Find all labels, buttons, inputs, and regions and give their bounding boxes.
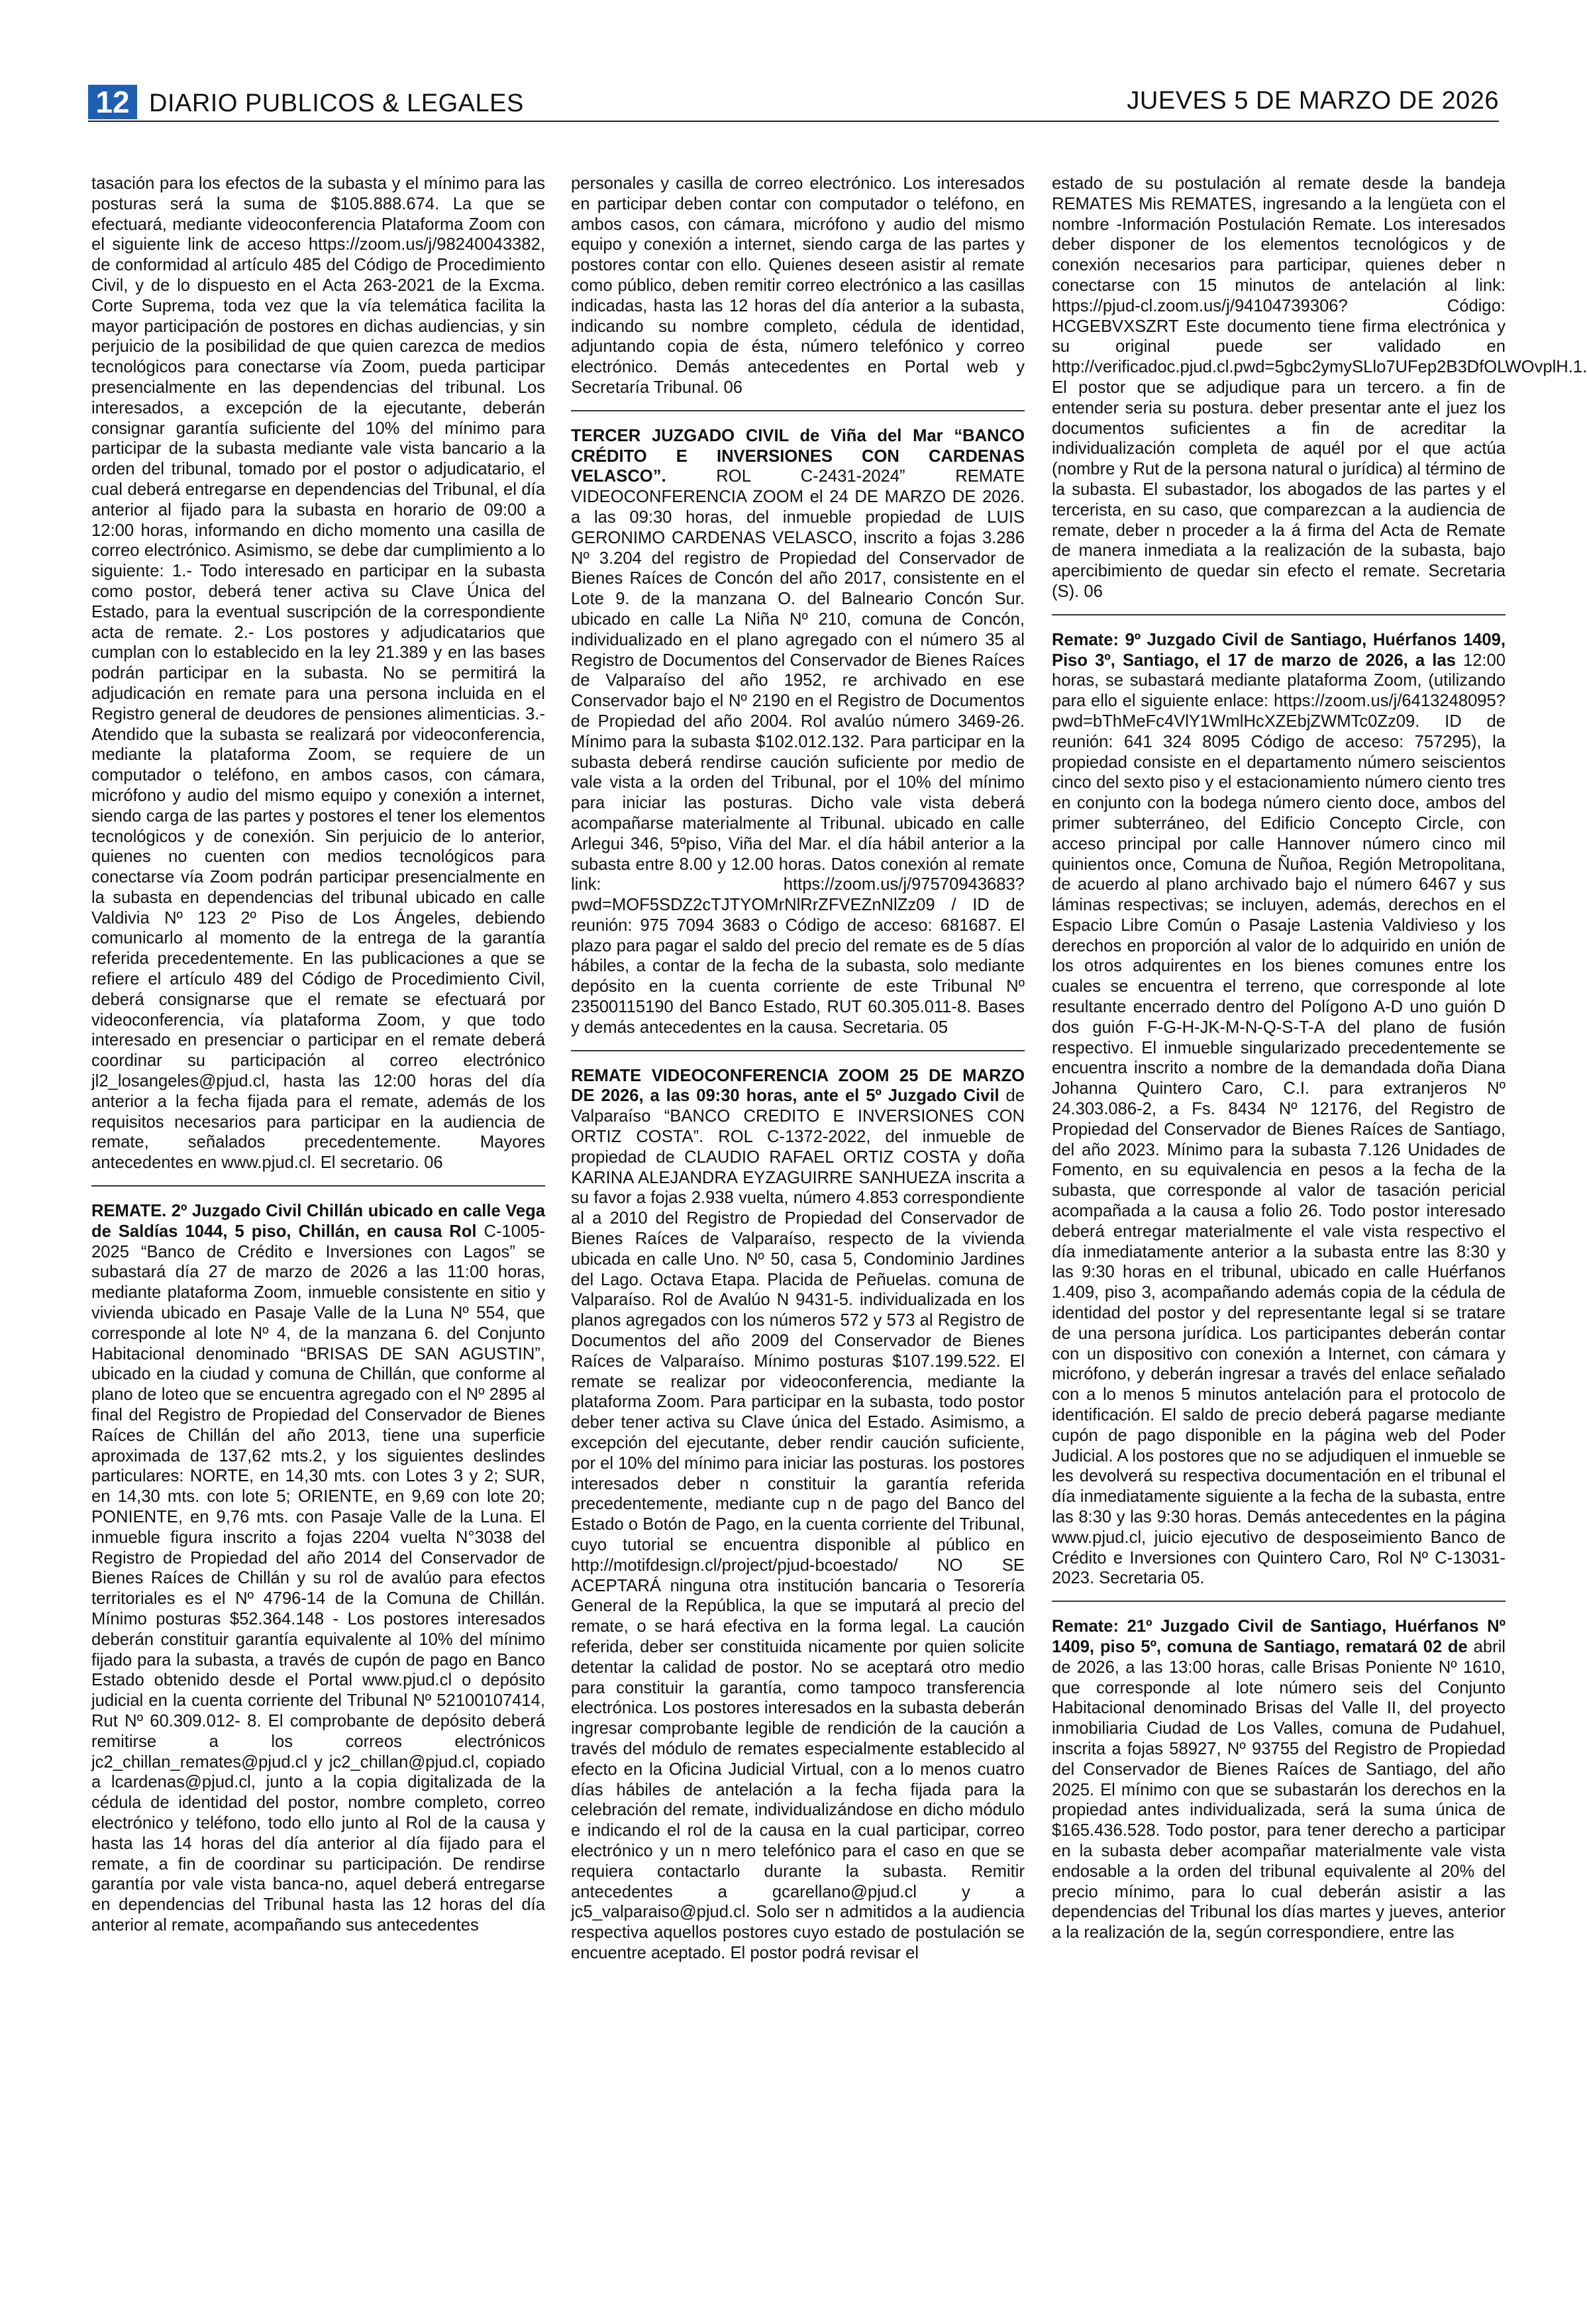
notice bbox=[91, 1201, 545, 1936]
header-rule bbox=[88, 121, 1499, 122]
column-3 bbox=[1052, 174, 1587, 2300]
notice-divider bbox=[571, 1050, 1025, 1051]
publication-title: DIARIO PUBLICOS & LEGALES bbox=[149, 89, 524, 117]
notice-lead: Remate: 21º Juzgado Civil de Santiago, Huérfanos Nº 1409, piso 5º, comuna de Santiago, rematará 02 de bbox=[1052, 1617, 1506, 1656]
notice-divider bbox=[571, 410, 1025, 411]
notice-body: ROL C-2431-2024” REMATE VIDEOCONFERENCIA ZOOM el 24 DE MARZO DE 2026. a las 09:30 horas, del inmueble propiedad de LUIS GERONIMO CARDENAS VELASCO, inscrito a fojas 3.286 Nº 3.204 del registro de Propiedad del Conservador de Bienes Raíces de Concón del año 2017, consistente en el Lote 9. de la manzana O. del Balneario Concón Sur. ubicado en calle La Niña Nº 210, comuna de Concón, individualizado en el plano agregado con el número 35 al Registro de Documentos del Conservador de Bienes Raíces de Valparaíso del año 1952, re archivado en ese Conservador bajo el Nº 2190 en el Registro de Documentos de Propiedad del año 2004. Rol avalúo número 3469-26. Mínimo para la subasta $102.012.132. Para participar en la subasta deberá rendirse caución suficiente por medio de vale vista a la orden del Tribunal, por el 10% del mínimo para iniciar las posturas. Dicho vale vista deberá acompañarse materialmente al Tribunal. ubicado en calle Arlegui 346, 5ºpiso, Viña del Mar. el día hábil anterior a la subasta entre 8.00 y 12.00 horas. Datos conexión al remate link: https://zoom.us/j/97570943683?pwd=MOF5SDZ2cTJTYOMrNlRrZFVEZnNlZz09 / ID de reunión: 975 7094 3683 o Código de acceso: 681687. El plazo para pagar el saldo del precio del remate es de 5 días hábiles, a contar de la fecha de la subasta, solo mediante depósito en la cuenta corriente de este Tribunal Nº 23500115190 del Banco Estado, RUT 60.305.011-8. Bases y demás antecedentes en la causa. Secretaria. 05 bbox=[571, 467, 1025, 1037]
column-2 bbox=[571, 174, 1025, 2300]
issue-date: JUEVES 5 DE MARZO DE 2026 bbox=[1127, 87, 1499, 115]
notice-body: 12:00 horas, se subastará mediante plataforma Zoom, (utilizando para ello el siguiente enlace: https://zoom.us/j/6413248095?pwd=bThMeFc4VlY1WmlHcXZEbjZWMTc0Zz09. ID de reunión: 641 324 8095 Código de acceso: 757295), la propiedad consiste en el departamento número seiscientos cinco del sexto piso y el estacionamiento número ciento tres en conjunto con la bodega número ciento doce, ambos del primer subterráneo, del Edificio Concepto Circle, con acceso principal por calle Hannover número cinco mil quinientos once, Comuna de Ñuñoa, Región Metropolitana, de acuerdo al plano archivado bajo el número 6467 y sus láminas respectivas; se incluyen, además, derechos en el Espacio Libre Común o Pasaje Lastenia Valdivieso y los derechos en proporción al valor de lo adquirido en unión de los otros adquirentes en los bienes comunes entre los cuales se encuentra el terreno, que corresponde al lote resultante encerrado dentro del Polígono A-D uno guión D dos guión F-G-H-JK-M-N-Q-S-T-A del plano de fusión respectivo. El inmueble singularizado precedentemente se encuentra inscrito a nombre de la demandada doña Diana Johanna Quintero Caro, C.I. para extranjeros Nº 24.303.086-2, a Fs. 8434 Nº 12176, del Registro de Propiedad del Conservador de Bienes Raíces de Santiago, del año 2023. Mínimo para la subasta 7.126 Unidades de Fomento, en su equivalencia en pesos a la fecha de la subasta, que corresponde al valor de tasación pericial acompañada a la causa a folio 26. Todo postor interesado deberá entregar materialmente el vale vista respectivo el día inmediatamente anterior a la subasta entre las 8:30 y las 9:30 horas en el tribunal, ubicado en calle Huérfanos 1.409, piso 3, acompañando además copia de la cédula de identidad del postor y del representante legal si se tratare de una persona jurídica. Los participantes deberán contar con un dispositivo con conexión a Internet, con cámara y micrófono, y deberán ingresar a través del enlace señalado con a lo menos 5 minutos antelación para el protocolo de identificación. El saldo de precio deberá pagarse mediante cupón de pago disponible en la página web del Poder Judicial. A los postores que no se adjudiquen el inmueble se les devolverá su respectiva documentación en el tribunal el día inmediatamente siguiente a la fecha de la subasta, entre las 8:30 y las 9:30 horas. Demás antecedentes en la página www.pjud.cl, juicio ejecutivo de desposeimiento Banco de Crédito e Inversiones con Quintero Caro, Rol Nº C-13031-2023. Secretaria 05. bbox=[1052, 651, 1506, 1588]
page-number: 12 bbox=[88, 85, 137, 119]
notice-continuation bbox=[1052, 174, 1587, 602]
page-header bbox=[88, 85, 1499, 119]
notice bbox=[571, 426, 1025, 1038]
notice-body: tasación para los efectos de la subasta y el mínimo para las posturas será la suma de $105.888.674. La que se efectuará, mediante videoconferencia Plataforma Zoom con el siguiente link de acceso https://zoom.us/j/98240043382, de conformidad al artículo 485 del Código de Procedimiento Civil, y de lo dispuesto en el Acta 263-2021 de la Excma. Corte Suprema, toda vez que la vía telemática facilita la mayor participación de postores en dichas audiencias, y sin perjuicio de la posibilidad de que quien carezca de medios tecnológicos para conectarse vía Zoom, pueda participar presencialmente en las dependencias del tribunal. Los interesados, a excepción de la ejecutante, deberán consignar garantía suficiente del 10% del mínimo para participar de la subasta mediante vale vista bancario a la orden del tribunal, tomado por el postor o adjudicatario, el cual deberá entregarse en dependencias del Tribunal, el día anterior al fijado para la subasta en horario de 09:00 a 12:00 horas, informando en dicho momento una casilla de correo electrónico. Asimismo, se debe dar cumplimiento a lo siguiente: 1.- Todo interesado en participar en la subasta como postor, deberá tener activa su Clave Única del Estado, para la eventual suscripción de la correspondiente acta de remate. 2.- Los postores y adjudicatarios que cumplan con lo establecido en la ley 21.389 y en las bases podrán participar en la subasta. No se permitirá la adjudicación en remate para una persona incluida en el Registro general de deudores de pensiones alimenticias. 3.- Atendido que la subasta se realizará por videoconferencia, mediante la plataforma Zoom, se requiere de un computador o teléfono, en ambos casos, con cámara, micrófono y audio del mismo equipo y conexión a internet, siendo carga de las partes y postores el tener los elementos tecnológicos y de conexión. Sin perjuicio de lo anterior, quienes no cuenten con medios tecnológicos para conectarse vía Zoom podrán participar presencialmente en la subasta en dependencias del tribunal ubicado en calle Valdivia Nº 123 2º Piso de Los Ángeles, debiendo comunicarlo al momento de la entrega de la garantía referida precedentemente. En las publicaciones a que se refiere el artículo 489 del Código de Procedimiento Civil, deberá consignarse que el remate se efectuará por videoconferencia, vía plataforma Zoom, y que todo interesado en presenciar o participar en el remate deberá coordinar su participación al correo electrónico jl2_losangeles@pjud.cl, hasta las 12:00 horas del día anterior a la fecha fijada para el remate, además de los requisitos necesarios para participar en la audiencia de remate, señalados precedentemente. Mayores antecedentes en www.pjud.cl. El secretario. 06 bbox=[91, 174, 545, 1173]
notice-lead: TERCER JUZGADO CIVIL de Viña del Mar “BANCO CRÉDITO E INVERSIONES CON CARDENAS VELASCO”. bbox=[571, 426, 1025, 486]
notice-body: C-1005-2025 “Banco de Crédito e Inversiones con Lagos” se subastará día 27 de marzo de 2026 a las 11:00 horas, mediante plataforma Zoom, inmueble consistente en sitio y vivienda ubicado en Pasaje Valle de la Luna Nº 554, que corresponde al lote Nº 4, de la manzana 6. del Conjunto Habitacional denominado “BRISAS DE SAN AGUSTIN”, ubicado en la ciudad y comuna de Chillán, que conforme al plano de loteo que se encuentra agregado con el Nº 2895 al final del Registro de Propiedad del Conservador de Bienes Raíces de Chillán del año 2013, tiene una superficie aproximada de 137,62 mts.2, y los siguientes deslindes particulares: NORTE, en 14,30 mts. con Lotes 3 y 2; SUR, en 14,30 mts. con lote 5; ORIENTE, en 9,69 con lote 20; PONIENTE, en 9,76 mts. con Pasaje Valle de la Luna. El inmueble figura inscrito a fojas 2204 vuelta N°3038 del Registro de Propiedad del año 2014 del Conservador de Bienes Raíces de Chillán y su rol de avalúo para efectos territoriales es el Nº 4796-14 de la Comuna de Chillán. Mínimo posturas $52.364.148 - Los postores interesados deberán constituir garantía equivalente al 10% del mínimo fijado para la subasta, a través de cupón de pago en Banco Estado obtenido desde el Portal www.pjud.cl o depósito judicial en la cuenta corriente del Tribunal Nº 52100107414, Rut Nº 60.309.012- 8. El comprobante de depósito deberá remitirse a los correos electrónicos jc2_chillan_remates@pjud.cl y jc2_chillan@pjud.cl, copiado a lcardenas@pjud.cl, junto a la copia digitalizada de la cédula de identidad del postor, nombre completo, correo electrónico y teléfono, todo ello junto al Rol de la causa y hasta las 14 horas del día anterior al día fijado para el remate, a fin de coordinar su participación. De rendirse garantía por vale vista banca-no, aquel deberá entregarse en dependencias del Tribunal hasta las 12 horas del día anterior al remate, acompañando sus antecedentes bbox=[91, 1222, 546, 1934]
notice bbox=[1052, 1616, 1506, 1943]
notice-body: abril de 2026, a las 13:00 horas, calle Brisas Poniente Nº 1610, que corresponde al lote número seis del Conjunto Habitacional denominado Brisas del Valle II, del proyecto inmobiliaria Ciudad de Los Valles, comuna de Pudahuel, inscrita a fojas 58927, Nº 93755 del Registro de Propiedad del Conservador de Bienes Raíces de Santiago, del año 2025. El mínimo con que se subastarán los derechos en la propiedad antes individualizada, será la suma única de $165.436.528. Todo postor, para tener derecho a participar en la subasta deber acompañar materialmente vale vista endosable a la orden del tribunal equivalente al 20% del precio mínimo, para lo cual deberán asistir a las dependencias del Tribunal los días martes y jueves, anterior a la realización de la, según correspondiere, entre las bbox=[1052, 1637, 1506, 1942]
notice-body: personales y casilla de correo electrónico. Los interesados en participar deben contar con computador o teléfono, en ambos casos, con cámara, micrófono y audio del mismo equipo y conexión a internet, siendo carga de las partes y postores contar con ello. Quienes deseen asistir al remate como público, deben remitir correo electrónico a las casillas indicadas, hasta las 12 horas del día anterior a la subasta, indicando su nombre completo, cédula de identidad, adjuntando copia de ésta, número telefónico y correo electrónico. Demás antecedentes en Portal web y Secretaría Tribunal. 06 bbox=[571, 174, 1025, 397]
notice bbox=[1052, 630, 1506, 1589]
notice-body: estado de su postulación al remate desde la bandeja REMATES Mis REMATES, ingresando a la lengüeta con el nombre -Información Postulación Remate. Los interesados deber disponer de los elementos tecnológicos y de conexión necesarios para participar, quienes deber n conectarse con 15 minutos de antelación al link: https://pjud-cl.zoom.us/j/94104739306? Código: HCGEBVXSZRT Este documento tiene firma electrónica y su original puede ser validado en http://verificadoc.pjud.cl.pwd=5gbc2ymySLlo7UFep2B3DfOLWOvplH.1. El postor que se adjudique para un tercero. a fin de entender seria su postura. deber presentar ante el juez los documentos suficientes a fin de acreditar la individualización completa de aquél por el que actúa (nombre y Rut de la persona natural o jurídica) al término de la subasta. El subastador, los abogados de las partes y el tercerista, en su caso, que comparezcan a la audiencia de remate, deber n proceder a la á firma del Acta de Remate de manera inmediata a la realización de la subasta, bajo apercibimiento de quedar sin efecto el remate. Secretaria (S). 06 bbox=[1052, 174, 1587, 601]
notice-divider bbox=[91, 1185, 545, 1187]
notice-continuation bbox=[571, 174, 1025, 398]
notice-lead: REMATE. 2º Juzgado Civil Chillán ubicado en calle Vega de Saldías 1044, 5 piso, Chillán, en causa Rol bbox=[91, 1202, 545, 1241]
notice bbox=[571, 1066, 1025, 1964]
notice-continuation bbox=[91, 174, 545, 1173]
notice-lead: REMATE VIDEOCONFERENCIA ZOOM 25 DE MARZO DE 2026, a las 09:30 horas, ante el 5º Juzgado Civil bbox=[571, 1066, 1025, 1106]
notice-lead: Remate: 9º Juzgado Civil de Santiago, Huérfanos 1409, Piso 3º, Santiago, el 17 de marzo de 2026, a las bbox=[1052, 630, 1506, 670]
column-1 bbox=[91, 174, 545, 2300]
notice-divider bbox=[1052, 614, 1506, 615]
notice-body: de Valparaíso “BANCO CREDITO E INVERSIONES CON ORTIZ COSTA”. ROL C-1372-2022, del inmueble de propiedad de CLAUDIO RAFAEL ORTIZ COSTA y doña KARINA ALEJANDRA EYZAGUIRRE SANHUEZA inscrita a su favor a fojas 2.938 vuelta, número 4.853 correspondiente al a 2010 del Registro de Propiedad del Conservador de Bienes Raíces de Valparaíso, respecto de la vivienda ubicada en calle Uno. Nº 50, casa 5, Condominio Jardines del Lago. Octava Etapa. Placida de Peñuelas. comuna de Valparaíso. Rol de Avalúo N 9431-5. individualizada en los planos agregados con los números 572 y 573 al Registro de Documentos del año 2009 del Conservador de Bienes Raíces de Valparaíso. Mínimo posturas $107.199.522. El remate se realizar por videoconferencia, mediante la plataforma Zoom. Para participar en la subasta, todo postor deber tener activa su Clave única del Estado. Asimismo, a excepción del ejecutante, deber rendir caución suficiente, por el 10% del mínimo para iniciar las posturas. los postores interesados deber n constituir la garantía referida precedentemente, mediante cup n de pago del Banco del Estado o Botón de Pago, en la cuenta corriente del Tribunal, cuyo tutorial se encuentra disponible al público en http://motifdesign.cl/project/pjud-bcoestado/ NO SE ACEPTARÁ ninguna otra institución bancaria o Tesorería General de la República, la que se imputará al precio del remate, o se hará efectiva en la forma legal. La caución referida, deber ser constituida nicamente por quien solicite detentar la calidad de postor. No se aceptará otro medio para constituir la garantía, como tampoco transferencia electrónica. Los postores interesados en la subasta deberán ingresar comprobante legible de rendición de la caución a través del módulo de remates especialmente establecido al efecto en la Oficina Judicial Virtual, con a lo menos cuatro días hábiles de antelación a la fecha fijada para la celebración del remate, individualizándose en dicho módulo e indicando el rol de la causa en la cual participar, correo electrónico y un n mero telefónico para el caso en que se requiera contactarlo durante la subasta. Remitir antecedentes a gcarellano@pjud.cl y a jc5_valparaiso@pjud.cl. Solo ser n admitidos a la audiencia respectiva aquellos postores cuyo estado de postulación se encuentre aceptado. El postor podrá revisar el bbox=[571, 1086, 1025, 1962]
notice-divider bbox=[1052, 1601, 1506, 1602]
